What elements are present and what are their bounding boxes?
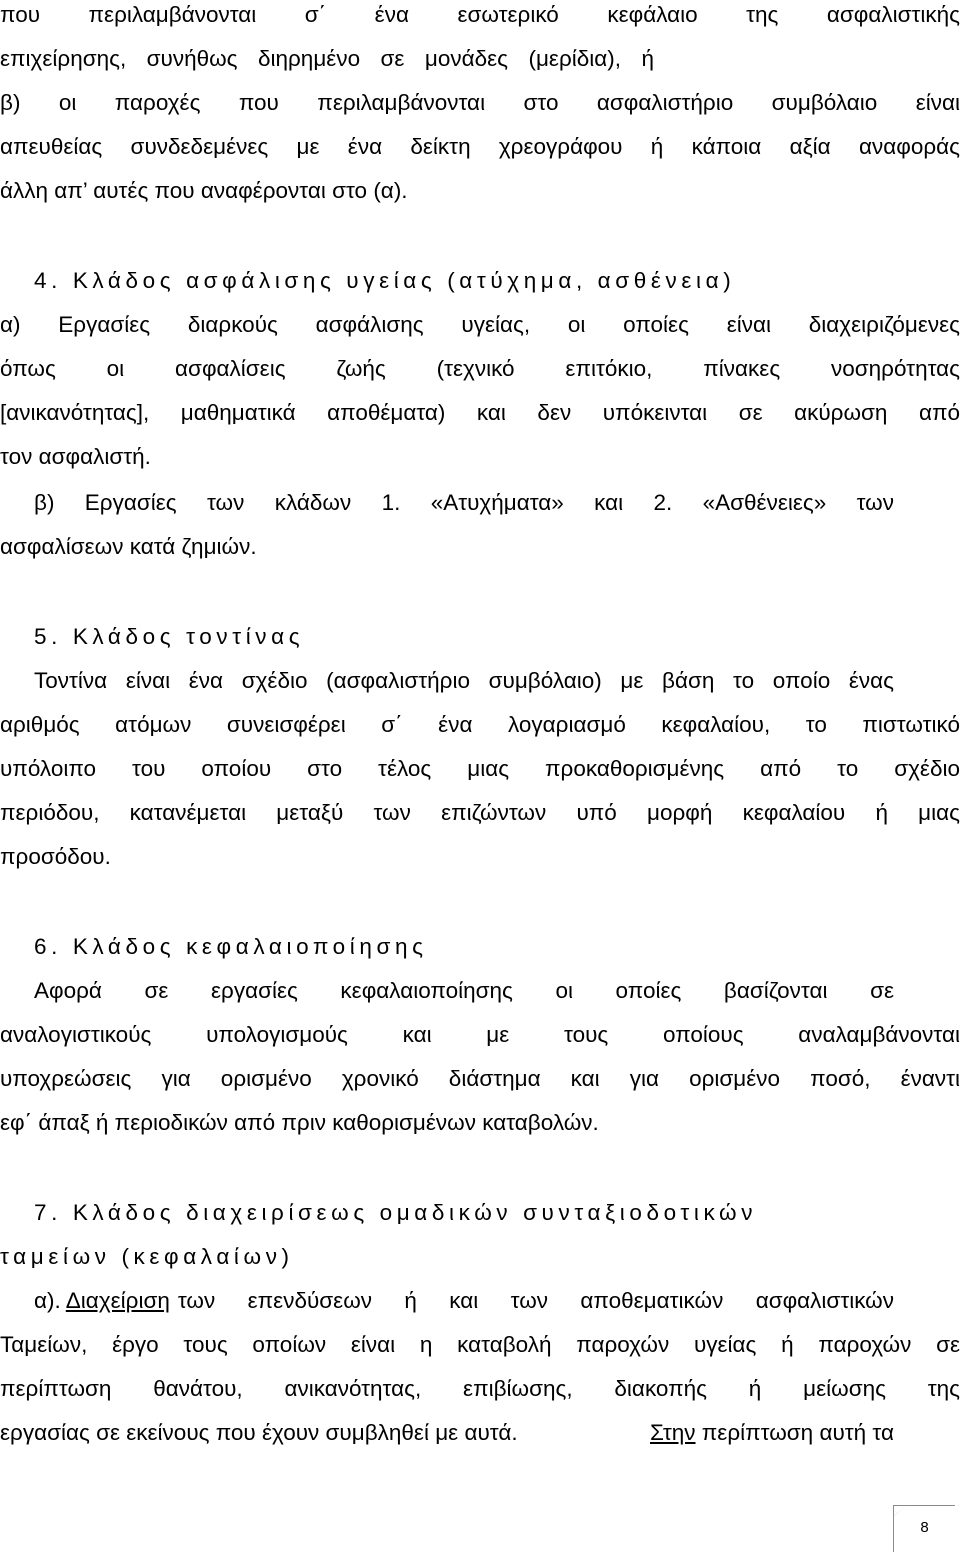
text-line: περίπτωση θανάτου, ανικανότητας, επιβίωσης, διακοπής ή μείωσης της bbox=[0, 1376, 960, 1401]
page-number: 8 bbox=[920, 1519, 929, 1536]
text-line bbox=[0, 1418, 894, 1448]
text-line: που περιλαμβάνονται σ΄ ένα εσωτερικό κεφάλαιο της ασφαλιστικής bbox=[0, 2, 960, 27]
text-line: [ανικανότητας], μαθηματικά αποθέματα) και δεν υπόκεινται σε ακύρωση από bbox=[0, 400, 960, 425]
text-fragment bbox=[650, 1418, 894, 1448]
section-heading-7-cont: ταμείων (κεφαλαίων) bbox=[0, 1244, 294, 1269]
text-line: β) οι παροχές που περιλαμβάνονται στο ασφαλιστήριο συμβόλαιο είναι bbox=[0, 90, 960, 115]
text-fragment: των επενδύσεων ή και των αποθεματικών ασφαλιστικών bbox=[177, 1288, 894, 1313]
text-line: απευθείας συνδεδεμένες με ένα δείκτη χρεογράφου ή κάποια αξία αναφοράς bbox=[0, 134, 960, 159]
text-line: αναλογιστικούς υπολογισμούς και με τους οποίους αναλαμβάνονται bbox=[0, 1022, 960, 1047]
list-marker: α). bbox=[34, 1288, 61, 1313]
section-heading-5: 5. Κλάδος τοντίνας bbox=[34, 624, 305, 649]
text-line: Τοντίνα είναι ένα σχέδιο (ασφαλιστήριο συμβόλαιο) με βάση το οποίο ένας bbox=[34, 668, 894, 693]
underlined-term: Στην bbox=[650, 1420, 696, 1445]
text-line: υποχρεώσεις για ορισμένο χρονικό διάστημα και για ορισμένο ποσό, έναντι bbox=[0, 1066, 960, 1091]
text-line: επιχείρησης, συνήθως διηρημένο σε μονάδες (μερίδια), ή bbox=[0, 46, 654, 71]
section-heading-4: 4. Κλάδος ασφάλισης υγείας (ατύχημα, ασθένεια) bbox=[34, 268, 736, 293]
section-heading-6: 6. Κλάδος κεφαλαιοποίησης bbox=[34, 934, 428, 959]
text-fragment: περίπτωση αυτή τα bbox=[701, 1420, 894, 1445]
text-line: Αφορά σε εργασίες κεφαλαιοποίησης οι οποίες βασίζονται σε bbox=[34, 978, 894, 1003]
section-heading-7: 7. Κλάδος διαχειρίσεως ομαδικών συνταξιοδοτικών bbox=[34, 1200, 758, 1225]
text-line: τον ασφαλιστή. bbox=[0, 444, 151, 469]
text-line: Ταμείων, έργο τους οποίων είναι η καταβολή παροχών υγείας ή παροχών σε bbox=[0, 1332, 960, 1357]
text-line: β) Εργασίες των κλάδων 1. «Ατυχήματα» και 2. «Ασθένειες» των bbox=[34, 490, 894, 515]
text-line: εφ΄ άπαξ ή περιοδικών από πριν καθορισμένων καταβολών. bbox=[0, 1110, 599, 1135]
text-line: όπως οι ασφαλίσεις ζωής (τεχνικό επιτόκιο, πίνακες νοσηρότητας bbox=[0, 356, 960, 381]
text-fragment: εργασίας σε εκείνους που έχουν συμβληθεί με αυτά. bbox=[0, 1420, 518, 1445]
underlined-term: Διαχείριση bbox=[65, 1288, 170, 1313]
page-number-box bbox=[893, 1505, 955, 1552]
text-line: α) Εργασίες διαρκούς ασφάλισης υγείας, οι οποίες είναι διαχειριζόμενες bbox=[0, 312, 960, 337]
text-line: ασφαλίσεων κατά ζημιών. bbox=[0, 534, 257, 559]
text-line bbox=[34, 1286, 894, 1316]
text-line: υπόλοιπο του οποίου στο τέλος μιας προκαθορισμένης από το σχέδιο bbox=[0, 756, 960, 781]
text-line: άλλη απ’ αυτές που αναφέρονται στο (α). bbox=[0, 178, 408, 203]
text-line: αριθμός ατόμων συνεισφέρει σ΄ ένα λογαριασμό κεφαλαίου, το πιστωτικό bbox=[0, 712, 960, 737]
text-fragment bbox=[34, 1286, 170, 1316]
text-line: προσόδου. bbox=[0, 844, 111, 869]
text-line: περιόδου, κατανέμεται μεταξύ των επιζώντων υπό μορφή κεφαλαίου ή μιας bbox=[0, 800, 960, 825]
